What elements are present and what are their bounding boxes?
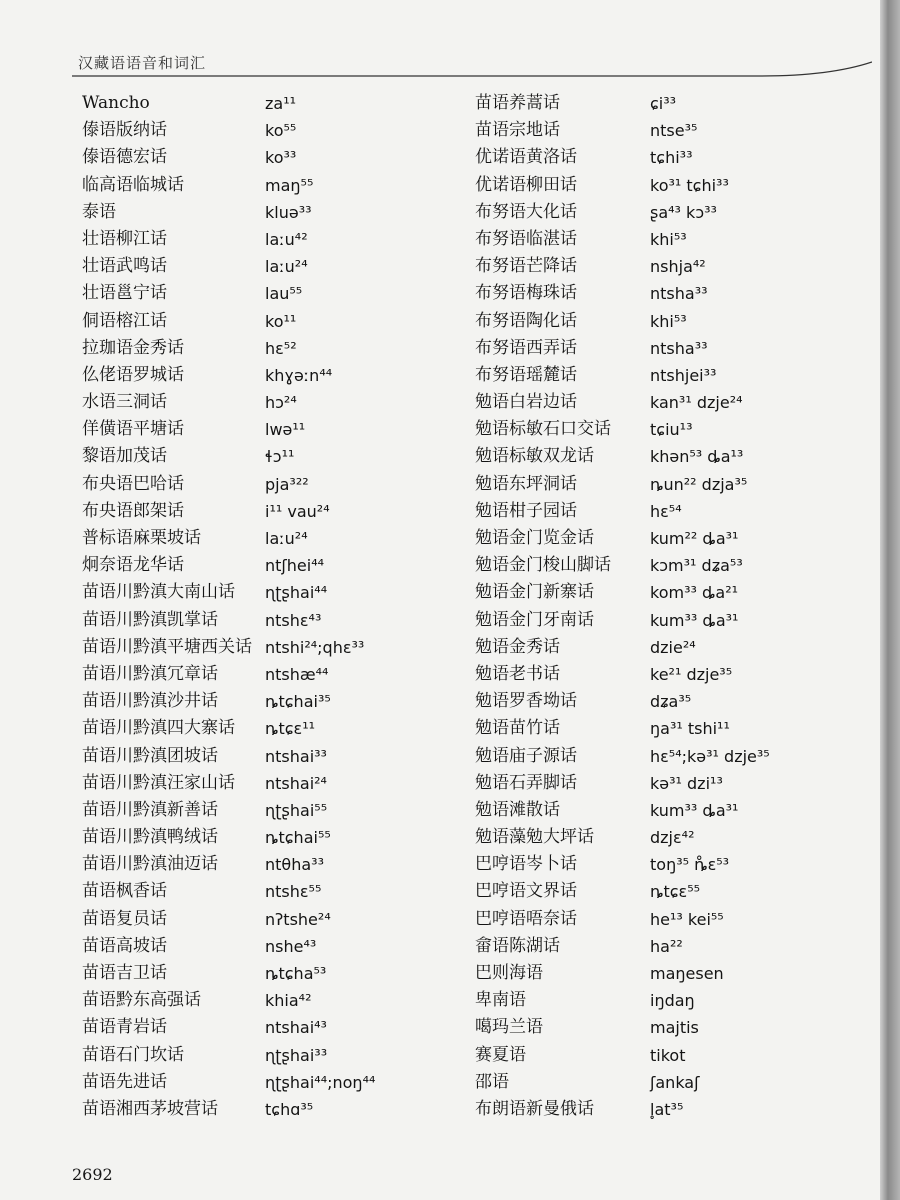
word-form: kɔm³¹ dʑa⁵³ (650, 556, 743, 576)
language-name: 黎语加茂话 (82, 446, 167, 467)
word-form: laːu²⁴ (265, 257, 308, 277)
language-name: 炯奈语龙华话 (82, 555, 184, 576)
word-form: dzjɛ⁴² (650, 828, 695, 848)
word-form: khi⁵³ (650, 229, 687, 249)
word-form: ŋa³¹ tshi¹¹ (650, 719, 730, 739)
language-name: 布努语瑶麓话 (475, 364, 577, 385)
word-form: ʂa⁴³ kɔ³³ (650, 202, 717, 222)
language-name: 壮语柳江话 (82, 228, 167, 249)
language-name: 勉语金门新寨话 (475, 582, 594, 603)
word-form: ntθha³³ (265, 855, 324, 875)
word-form: laːu²⁴ (265, 529, 308, 548)
word-form: ntshɛ⁵⁵ (265, 882, 322, 902)
language-name: 布努语陶化话 (475, 310, 577, 331)
word-form: ntshai³³ (265, 746, 327, 766)
language-name: 勉语罗香坳话 (475, 691, 577, 712)
language-name: 苗语先进话 (82, 1071, 167, 1092)
word-form: pja³²² (265, 474, 309, 494)
language-name: 勉语金门览金话 (475, 528, 594, 548)
language-name: 勉语柑子园话 (475, 500, 577, 521)
word-form: khia⁴² (265, 991, 312, 1011)
language-name: 勉语标敏石口交话 (475, 419, 611, 440)
word-form: he¹³ kei⁵⁵ (650, 909, 724, 929)
language-name: 苗语青岩话 (82, 1017, 167, 1038)
word-form: nshja⁴² (650, 257, 706, 277)
word-form: kum²² ȡa³¹ (650, 529, 739, 548)
language-name: 苗语川黔滇四大寨话 (82, 718, 235, 739)
language-name: 优诺语黄洛话 (475, 147, 577, 168)
word-form: ntsha³³ (650, 284, 708, 304)
language-name: 普标语麻栗坡话 (82, 528, 201, 548)
language-name: 勉语庙子源话 (475, 745, 577, 766)
word-form: khi⁵³ (650, 311, 687, 331)
word-form: ko³³ (265, 148, 297, 168)
word-form: dzie²⁴ (650, 637, 696, 657)
page-number: 2692 (72, 1165, 113, 1184)
language-name: 畲语陈湖话 (475, 935, 560, 956)
word-form: khən⁵³ ȡa¹³ (650, 447, 744, 467)
word-form: i¹¹ vau²⁴ (265, 501, 330, 521)
language-name: 勉语金门梭山脚话 (475, 555, 611, 576)
word-form: hɛ⁵² (265, 338, 297, 358)
word-form: ʃankaʃ (650, 1072, 700, 1092)
word-form: kom³³ ȡa²¹ (650, 583, 739, 603)
word-form: za¹¹ (265, 94, 297, 113)
language-name: 布努语临湛话 (475, 228, 577, 249)
word-form: lwə¹¹ (265, 420, 306, 440)
word-form: ntsha³³ (650, 338, 708, 358)
word-form: nshe⁴³ (265, 936, 317, 956)
language-name: 布努语梅珠话 (475, 283, 577, 304)
word-form: tɕiu¹³ (650, 420, 693, 440)
language-name: 苗语高坡话 (82, 935, 167, 956)
language-name: 苗语川黔滇团坡话 (82, 745, 218, 766)
word-form: ȵtɕha⁵³ (265, 964, 327, 983)
language-name: 仫佬语罗城话 (82, 364, 184, 385)
language-name: 勉语标敏双龙话 (475, 446, 594, 467)
word-form: ȵtɕhai³⁵ (265, 692, 331, 712)
language-name: 勉语金门牙南话 (475, 609, 594, 630)
word-form: ȵun²² dzja³⁵ (650, 474, 748, 494)
word-form: ȵtɕhai⁵⁵ (265, 828, 331, 848)
word-form: tɕhi³³ (650, 148, 693, 168)
running-header: 汉藏语语音和词汇 (78, 54, 207, 72)
language-name: 佯僙语平塘话 (82, 419, 184, 440)
language-name: 布央语郎架话 (82, 500, 184, 521)
word-form: kə³¹ dzi¹³ (650, 773, 723, 793)
language-name: 布央语巴哈话 (82, 473, 184, 494)
word-form: kum³³ ȡa³¹ (650, 610, 739, 630)
word-form: ha²² (650, 936, 683, 956)
language-name: 勉语金秀话 (475, 636, 560, 657)
header-rule (72, 60, 872, 90)
language-name: 勉语石弄脚话 (475, 772, 577, 793)
language-name: 拉珈语金秀话 (82, 337, 184, 358)
language-name: 勉语滩散话 (475, 799, 560, 820)
word-form: ȵtɕɛ⁵⁵ (650, 882, 701, 902)
word-form: iŋdaŋ (650, 991, 695, 1011)
word-form: l̥at³⁵ (650, 1099, 684, 1119)
word-form: ntshæ⁴⁴ (265, 664, 329, 684)
word-form: toŋ³⁵ ȵ̊ɛ⁵³ (650, 855, 730, 875)
word-form: ɬɔ¹¹ (265, 447, 295, 467)
language-name: 苗语川黔滇平塘西关话 (82, 636, 252, 657)
word-form: ko⁵⁵ (265, 121, 297, 141)
word-form: kum³³ ȡa³¹ (650, 800, 739, 820)
language-name: 布努语西弄话 (475, 337, 577, 358)
word-form: tikot (650, 1045, 686, 1065)
language-name: 苗语吉卫话 (82, 963, 167, 983)
language-name: 勉语苗竹话 (475, 718, 560, 739)
language-name: 布朗语新曼俄话 (475, 1098, 594, 1119)
language-name: 苗语川黔滇大南山话 (82, 582, 235, 603)
word-form: ke²¹ dzje³⁵ (650, 664, 733, 684)
language-name: 卑南语 (475, 990, 526, 1011)
language-name: 巴哼语岑卜话 (475, 854, 577, 875)
word-form: ntshɛ⁴³ (265, 610, 322, 630)
word-form: ntshjei³³ (650, 365, 717, 385)
word-form: hɛ⁵⁴ (650, 501, 682, 521)
word-form: ntʃhei⁴⁴ (265, 556, 325, 576)
language-name: 苗语川黔滇鸭绒话 (82, 827, 218, 848)
language-name: 壮语邕宁话 (82, 283, 167, 304)
language-name: 优诺语柳田话 (475, 174, 577, 195)
language-name: 苗语枫香话 (82, 881, 167, 902)
language-name: 傣语版纳话 (82, 120, 167, 141)
language-name: 苗语川黔滇沙井话 (82, 691, 218, 712)
language-name: 苗语川黔滇凯掌话 (82, 609, 218, 630)
word-form: tɕhɑ³⁵ (265, 1099, 314, 1119)
language-name: 苗语宗地话 (475, 120, 560, 141)
language-name: 勉语藻勉大坪话 (475, 827, 594, 848)
word-form: ntse³⁵ (650, 121, 698, 141)
language-name: 傣语德宏话 (82, 147, 167, 168)
language-name: 苗语石门坎话 (82, 1044, 184, 1065)
word-form: hɔ²⁴ (265, 393, 297, 413)
word-form: ko³¹ tɕhi³³ (650, 175, 729, 195)
language-name: 苗语湘西茅坡营话 (82, 1098, 218, 1119)
word-form: hɛ⁵⁴;kə³¹ dzje³⁵ (650, 746, 770, 766)
language-name: 苗语川黔滇冗章话 (82, 663, 218, 684)
word-form: ɳʈʂhai⁴⁴;noŋ⁴⁴ (265, 1072, 376, 1092)
language-name: 泰语 (82, 201, 116, 222)
language-name: 临高语临城话 (82, 174, 184, 195)
language-name: 勉语东坪洞话 (475, 473, 577, 494)
word-form: kluə³³ (265, 202, 312, 222)
word-form: ntshai⁴³ (265, 1018, 327, 1038)
language-name: 巴则海语 (475, 963, 543, 983)
word-form: maŋesen (650, 964, 724, 983)
language-name: 布努语芒降话 (475, 256, 577, 277)
language-name: 勉语白岩边话 (475, 392, 577, 413)
word-form: ɕi³³ (650, 94, 677, 113)
language-name: 苗语川黔滇油迈话 (82, 854, 218, 875)
language-name: 苗语川黔滇汪家山话 (82, 772, 235, 793)
word-form: lau⁵⁵ (265, 284, 303, 304)
word-form: ɳʈʂhai⁵⁵ (265, 800, 328, 820)
language-name: 苗语复员话 (82, 908, 167, 929)
language-name: 苗语川黔滇新善话 (82, 799, 218, 820)
word-form: nʔtshe²⁴ (265, 909, 331, 929)
word-form: maŋ⁵⁵ (265, 175, 314, 195)
language-name: 苗语养蒿话 (475, 93, 560, 113)
word-form: ɳʈʂhai³³ (265, 1045, 328, 1065)
word-form: ntshi²⁴;qhɛ³³ (265, 637, 365, 657)
word-form: ȵtɕɛ¹¹ (265, 719, 316, 739)
language-name: 布努语大化话 (475, 201, 577, 222)
language-name: 噶玛兰语 (475, 1017, 543, 1038)
language-name: 邵语 (475, 1071, 509, 1092)
word-form: ntshai²⁴ (265, 773, 327, 793)
word-form: majtis (650, 1018, 699, 1038)
language-name: 巴哼语唔奈话 (475, 908, 577, 929)
language-name: Wancho (82, 93, 150, 113)
language-name: 壮语武鸣话 (82, 256, 167, 277)
language-name: 水语三洞话 (82, 392, 167, 413)
word-form: ko¹¹ (265, 311, 297, 331)
word-form: laːu⁴² (265, 229, 308, 249)
word-form: ɳʈʂhai⁴⁴ (265, 583, 328, 603)
language-name: 勉语老书话 (475, 663, 560, 684)
page-edge-shadow (880, 0, 900, 1200)
language-name: 赛夏语 (475, 1044, 526, 1065)
language-name: 巴哼语文界话 (475, 881, 577, 902)
word-form: khɣəːn⁴⁴ (265, 365, 333, 385)
word-form: kan³¹ dzje²⁴ (650, 393, 743, 413)
language-name: 苗语黔东高强话 (82, 990, 201, 1011)
language-name: 侗语榕江话 (82, 310, 167, 331)
word-form: dʑa³⁵ (650, 692, 692, 712)
